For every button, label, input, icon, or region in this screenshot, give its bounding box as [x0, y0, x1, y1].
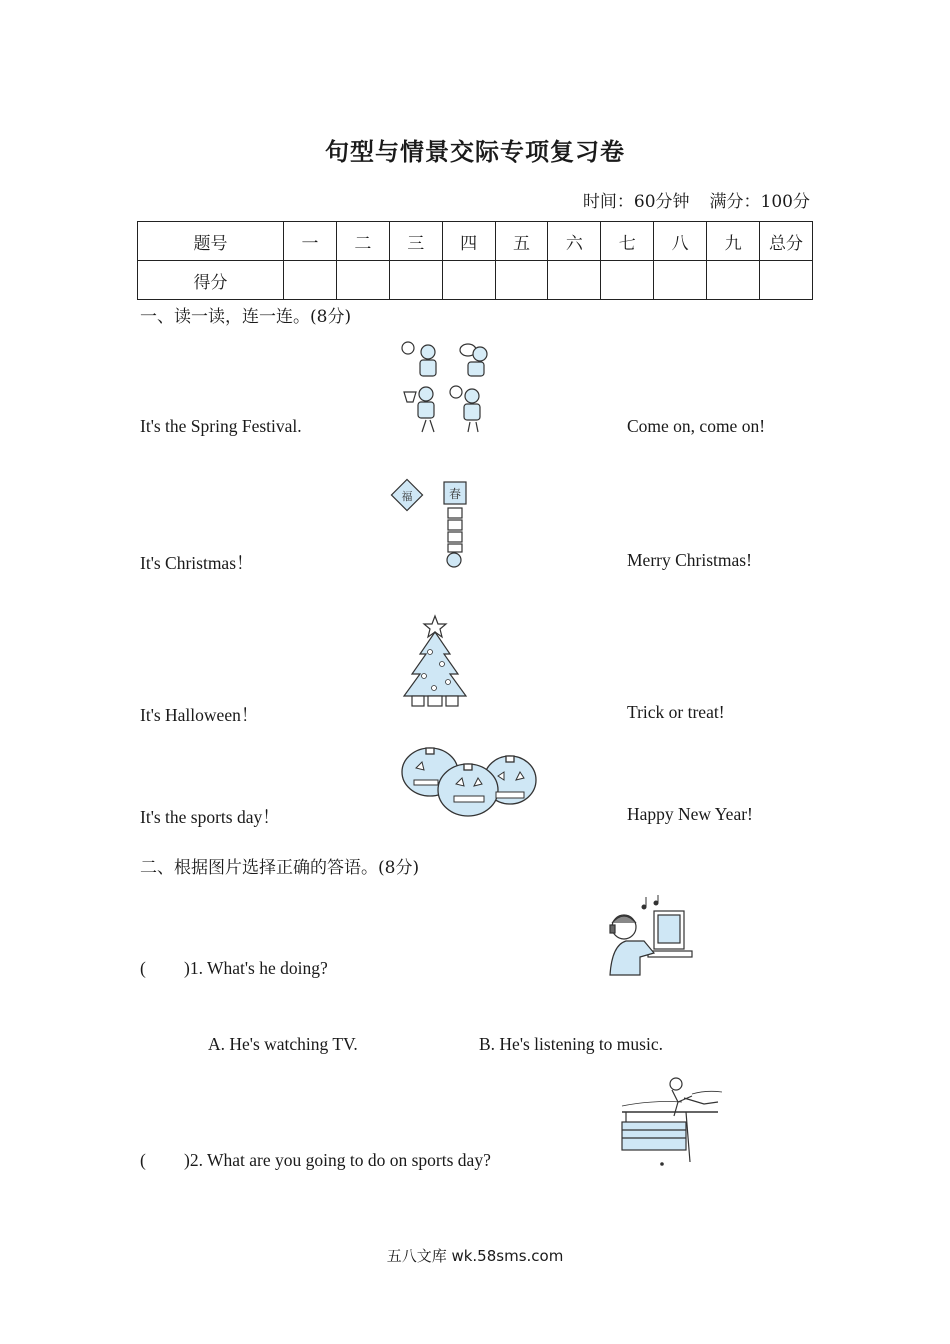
score-cell: 七	[601, 222, 654, 261]
page-title: 句型与情景交际专项复习卷	[325, 138, 625, 166]
match-left-4[interactable]: It's the sports day！	[140, 807, 280, 827]
match-left-2[interactable]: It's Christmas！	[140, 553, 254, 573]
match-left-1[interactable]: It's the Spring Festival.	[140, 416, 302, 436]
question-2	[140, 1150, 491, 1171]
exam-time: 时间：60分钟	[582, 192, 690, 212]
pumpkins-illustration	[400, 744, 538, 818]
score-cell: 三	[389, 222, 442, 261]
footer-watermark: 五八文库 wk.58sms.com	[386, 1247, 564, 1265]
match-right-1[interactable]: Come on, come on!	[627, 416, 766, 436]
answer-paren[interactable]: (	[140, 1150, 146, 1170]
score-cell: 一	[284, 222, 337, 261]
section2-heading: 二、根据图片选择正确的答语。(8分)	[140, 858, 420, 878]
score-cell: 总分	[760, 222, 813, 261]
exam-meta	[583, 187, 810, 212]
sports-kids-illustration	[398, 338, 498, 434]
score-table	[137, 221, 813, 300]
couplet-char-chun: 春	[448, 487, 462, 501]
couplet-char-fu: 福	[401, 490, 413, 503]
score-cell: 五	[495, 222, 548, 261]
christmas-tree-illustration	[400, 612, 470, 710]
score-table-score-row	[138, 261, 813, 300]
section1-heading: 一、读一读，连一连。(8分)	[140, 307, 352, 327]
answer-paren[interactable]: (	[140, 958, 146, 978]
question-1-text: )1. What's he doing?	[184, 958, 328, 978]
score-input-cell[interactable]	[389, 261, 442, 300]
score-cell: 八	[654, 222, 707, 261]
q1-option-b[interactable]: B. He's listening to music.	[479, 1034, 663, 1054]
score-input-cell[interactable]	[760, 261, 813, 300]
score-input-cell[interactable]	[707, 261, 760, 300]
high-jump-illustration	[622, 1076, 726, 1168]
score-input-cell[interactable]	[336, 261, 389, 300]
score-table-header-row	[138, 222, 813, 261]
score-cell: 题号	[138, 222, 284, 261]
score-input-cell[interactable]	[548, 261, 601, 300]
match-right-3[interactable]: Trick or treat!	[627, 702, 725, 722]
match-right-4[interactable]: Happy New Year!	[627, 804, 753, 824]
match-left-3[interactable]: It's Halloween！	[140, 705, 259, 725]
boy-listening-music-illustration	[604, 893, 696, 977]
score-input-cell[interactable]	[442, 261, 495, 300]
exam-score-total: 满分：100分	[709, 192, 810, 212]
score-input-cell[interactable]	[601, 261, 654, 300]
score-input-cell[interactable]	[284, 261, 337, 300]
score-row-label: 得分	[138, 261, 284, 300]
score-cell: 四	[442, 222, 495, 261]
score-cell: 二	[336, 222, 389, 261]
question-1	[140, 958, 328, 979]
match-right-2[interactable]: Merry Christmas!	[627, 550, 752, 570]
spring-couplets-illustration	[388, 478, 480, 572]
score-input-cell[interactable]	[654, 261, 707, 300]
q1-option-a[interactable]: A. He's watching TV.	[208, 1034, 358, 1054]
score-cell: 九	[707, 222, 760, 261]
score-input-cell[interactable]	[495, 261, 548, 300]
question-2-text: )2. What are you going to do on sports day?	[184, 1150, 491, 1170]
score-cell: 六	[548, 222, 601, 261]
